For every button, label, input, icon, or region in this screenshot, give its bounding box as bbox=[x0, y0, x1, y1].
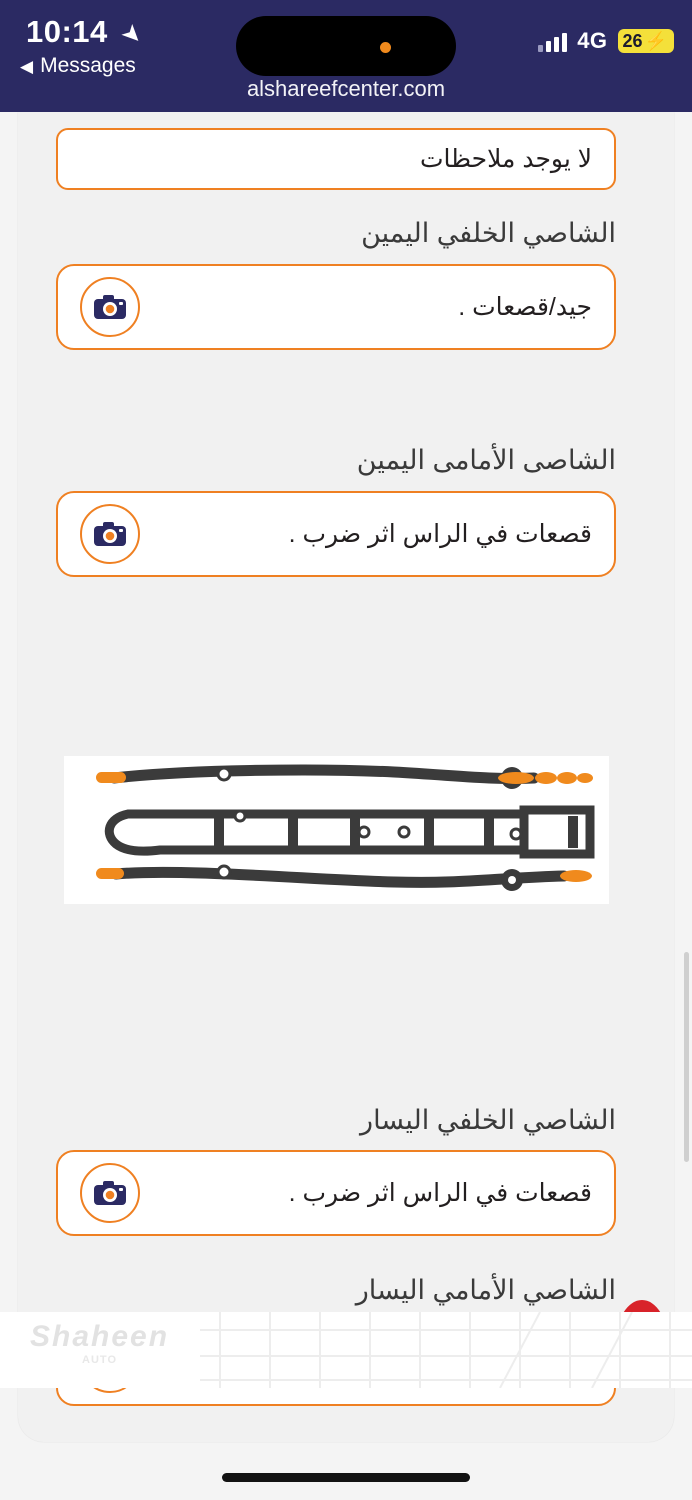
section-field-rear-left[interactable] bbox=[56, 1150, 616, 1236]
section-field-front-right[interactable] bbox=[56, 491, 616, 577]
section-label-front-right: الشاصى الأمامى اليمين bbox=[356, 445, 616, 475]
dynamic-island bbox=[236, 16, 456, 76]
status-bar bbox=[0, 0, 692, 112]
watermark bbox=[30, 1320, 169, 1366]
section-field-rear-right[interactable] bbox=[56, 264, 616, 350]
scroll-indicator[interactable] bbox=[684, 952, 689, 1162]
grid-pattern bbox=[200, 1312, 692, 1388]
section-value-front-right: قصعات في الراس اثر ضرب . bbox=[288, 520, 592, 548]
section-label-front-left: الشاصي الأمامي اليسار bbox=[355, 1275, 616, 1305]
watermark-subtext: AUTO bbox=[82, 1354, 117, 1366]
back-to-messages-button[interactable] bbox=[20, 54, 136, 78]
chassis-frame-diagram bbox=[64, 756, 609, 904]
location-arrow-icon: ➤ bbox=[115, 17, 149, 52]
back-label: Messages bbox=[40, 54, 136, 77]
camera-icon[interactable] bbox=[80, 277, 140, 337]
webview-content[interactable] bbox=[0, 112, 692, 1500]
watermark-text: Shaheen bbox=[30, 1320, 170, 1353]
section-value-rear-right: جيد/قصعات . bbox=[458, 293, 592, 321]
charging-bolt-icon: ⚡ bbox=[644, 30, 667, 51]
home-indicator[interactable] bbox=[222, 1473, 470, 1482]
inspection-report-card bbox=[18, 112, 674, 1442]
camera-icon[interactable] bbox=[80, 504, 140, 564]
network-type-label: 4G bbox=[577, 28, 608, 53]
camera-indicator-dot bbox=[380, 42, 391, 53]
notes-field[interactable] bbox=[56, 128, 616, 190]
status-right-cluster bbox=[538, 28, 674, 54]
chevron-left-icon: ◀ bbox=[20, 56, 34, 76]
battery-level: 26 bbox=[622, 30, 643, 51]
battery-indicator bbox=[618, 29, 674, 54]
camera-icon[interactable] bbox=[80, 1163, 140, 1223]
signal-bars-icon bbox=[538, 30, 567, 52]
section-value-rear-left: قصعات في الراس اثر ضرب . bbox=[288, 1179, 592, 1207]
status-time: 10:14 bbox=[26, 14, 108, 49]
section-label-rear-right: الشاصي الخلفي اليمين bbox=[361, 218, 616, 248]
site-url[interactable]: alshareefcenter.com bbox=[246, 76, 446, 101]
notes-value: لا يوجد ملاحظات bbox=[419, 145, 592, 173]
page-footer-strip bbox=[0, 1312, 692, 1388]
section-label-rear-left: الشاصي الخلفي اليسار bbox=[360, 1105, 616, 1135]
